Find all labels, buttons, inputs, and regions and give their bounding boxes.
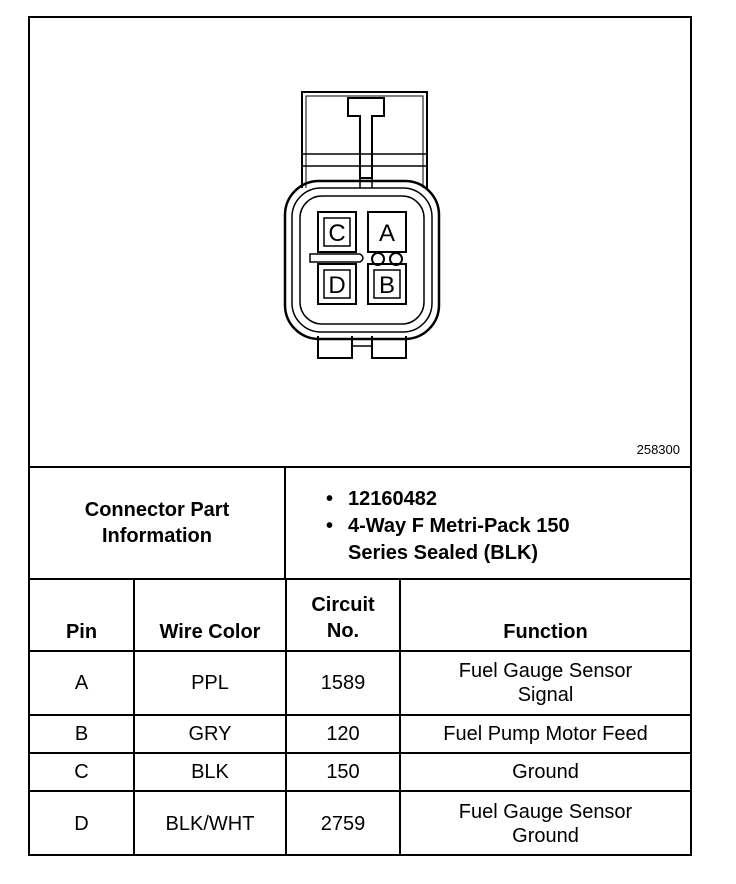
connector-face-drawing <box>30 18 690 466</box>
function-line: Fuel Gauge Sensor <box>458 660 633 682</box>
connector-info-cell <box>286 468 690 578</box>
connector-info-item <box>326 513 690 567</box>
function-line: Ground <box>512 761 579 783</box>
connector-diagram <box>30 18 690 466</box>
table-row <box>30 715 690 753</box>
table-row <box>30 651 690 715</box>
table-row <box>30 791 690 855</box>
connector-type-line-2: Series Sealed (BLK) <box>348 542 539 564</box>
pin-cell: D <box>30 791 134 855</box>
latch-housing-inner <box>306 96 423 188</box>
part-number: • 12160482 <box>348 488 437 510</box>
header-circuit <box>286 579 400 651</box>
connector-info-list <box>286 468 690 567</box>
header-wire-color: Wire Color <box>134 579 286 651</box>
connector-type-line-1: • 4-Way F Metri-Pack 150 <box>348 515 570 537</box>
function-cell <box>400 791 690 855</box>
function-cell <box>400 715 690 753</box>
connector-info-item <box>326 486 690 513</box>
cavity-label-d: D <box>328 272 346 299</box>
circuit-cell: 120 <box>286 715 400 753</box>
circuit-cell: 150 <box>286 753 400 791</box>
function-line: Fuel Pump Motor Feed <box>443 723 648 745</box>
circuit-cell: 1589 <box>286 651 400 715</box>
cavity-label-a: A <box>378 220 396 247</box>
pin-cell: B <box>30 715 134 753</box>
wire-color-cell: GRY <box>134 715 286 753</box>
wire-color-cell: PPL <box>134 651 286 715</box>
latch-housing <box>302 92 427 188</box>
cavity-label-b: B <box>378 272 396 299</box>
function-cell <box>400 753 690 791</box>
table-row <box>30 753 690 791</box>
function-cell <box>400 651 690 715</box>
connector-info-label: Connector Part Information <box>84 499 230 547</box>
pinout-table <box>30 578 690 855</box>
wire-color-cell: BLK/WHT <box>134 791 286 855</box>
pin-cell: C <box>30 753 134 791</box>
header-circuit-label: Circuit No. <box>311 594 375 642</box>
header-function: Function <box>400 579 690 651</box>
header-pin: Pin <box>30 579 134 651</box>
cavity-label-c: C <box>328 220 346 247</box>
function-line: Signal <box>517 684 574 706</box>
circuit-cell: 2759 <box>286 791 400 855</box>
key-slot <box>310 254 363 262</box>
figure-id: 258300 <box>636 442 680 457</box>
function-line: Ground <box>512 824 579 847</box>
pin-cell: A <box>30 651 134 715</box>
connector-info-label-cell <box>30 468 286 578</box>
connector-info-row <box>30 466 690 578</box>
table-header-row <box>30 579 690 651</box>
connector-sheet <box>28 16 692 856</box>
wire-color-cell: BLK <box>134 753 286 791</box>
function-line: Fuel Gauge Sensor <box>458 800 633 823</box>
